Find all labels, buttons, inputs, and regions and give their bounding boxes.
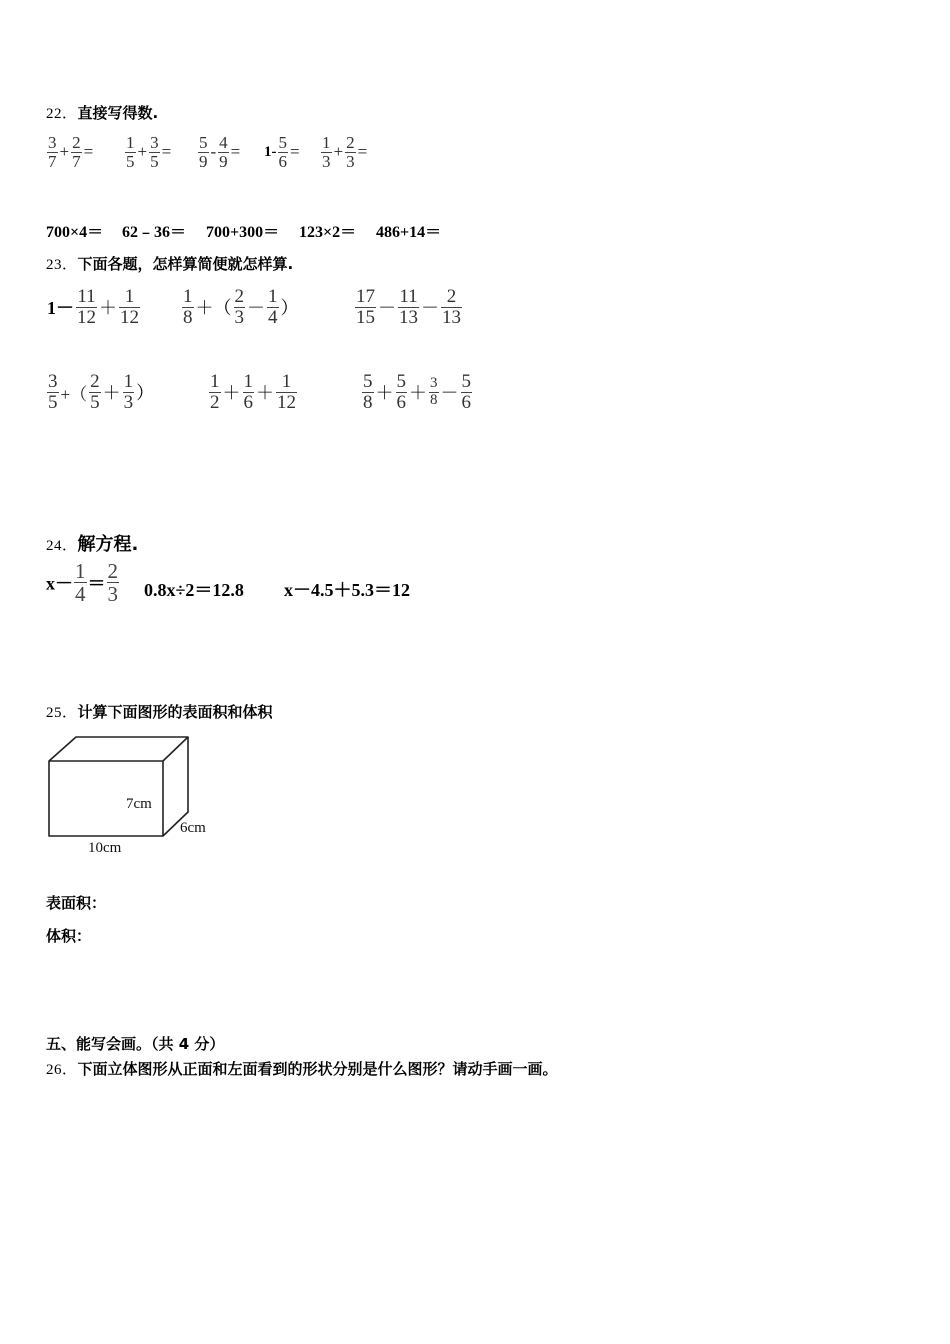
equals-sign: = — [230, 142, 241, 162]
calc-item: 700×4＝ — [46, 224, 104, 241]
operator: ＋ — [375, 383, 394, 405]
fraction: $\frac{3}{8}$ — [430, 375, 438, 408]
height-label: 7cm — [126, 796, 152, 812]
fraction: $\frac{3}{5}$ — [150, 133, 159, 171]
equals-sign: = — [161, 142, 172, 162]
q23-number: 23． — [46, 257, 78, 273]
fraction: $\frac{5}{8}$ — [363, 371, 373, 413]
q24-title: 解方程. — [77, 534, 139, 555]
q22-item-3 — [197, 134, 241, 171]
q26-heading — [46, 1058, 558, 1079]
fraction: $\frac{1}{12}$ — [120, 286, 139, 328]
q22-item-2 — [124, 134, 172, 171]
q22-number: 22． — [46, 106, 78, 122]
operator: ＋ — [222, 383, 241, 405]
q23-expr-2 — [181, 287, 300, 328]
close-paren: ） — [280, 298, 299, 320]
equation-3: x－4.5＋5.3＝12 — [284, 580, 410, 600]
q22-item-4 — [264, 134, 301, 171]
q23-expr-6 — [361, 372, 473, 413]
equals-sign: = — [357, 142, 368, 162]
fraction: $\frac{5}{9}$ — [199, 133, 208, 171]
fraction: $\frac{1}{8}$ — [183, 286, 193, 328]
q24-heading — [46, 530, 138, 556]
operator: ＋（ — [195, 298, 232, 320]
fraction: $\frac{11}{13}$ — [399, 286, 418, 328]
q23-expr-5 — [208, 372, 298, 413]
lead-number: 1－ — [47, 298, 74, 319]
q24-number: 24． — [46, 538, 78, 554]
cuboid-figure — [40, 730, 230, 862]
calc-item: 700+300＝ — [206, 224, 280, 241]
operator: ＋ — [102, 383, 121, 405]
fraction: $\frac{1}{6}$ — [243, 371, 253, 413]
fraction: $\frac{4}{9}$ — [219, 133, 228, 171]
fraction: $\frac{2}{3}$ — [234, 286, 244, 328]
fraction: $\frac{17}{15}$ — [356, 286, 375, 328]
q22-calc-row — [46, 219, 486, 241]
fraction: $\frac{3}{5}$ — [48, 371, 58, 413]
q26-title: 下面立体图形从正面和左面看到的形状分别是什么图形？请动手画一画。 — [77, 1060, 558, 1078]
equals-sign: = — [83, 142, 94, 162]
q22-item-1 — [46, 134, 94, 171]
operator: ＋ — [409, 383, 427, 405]
operator: + — [333, 142, 344, 162]
equals-sign: = — [290, 142, 300, 162]
surface-area-label: 表面积： — [46, 894, 107, 912]
fraction: $\frac{2}{3}$ — [107, 559, 118, 607]
q25-heading — [46, 701, 273, 722]
calc-item: 62﹣36＝ — [122, 224, 187, 241]
q22-item-5 — [320, 134, 368, 171]
fraction: $\frac{1}{3}$ — [322, 133, 331, 171]
operator: +（ — [60, 384, 88, 404]
fraction: $\frac{1}{3}$ — [123, 371, 134, 413]
fraction: $\frac{2}{7}$ — [72, 133, 81, 171]
length-label: 10cm — [88, 840, 122, 856]
q25-number: 25． — [46, 705, 78, 721]
operator: ＋ — [99, 298, 117, 320]
fraction: $\frac{1}{5}$ — [126, 133, 135, 171]
depth-label: 6cm — [180, 820, 206, 836]
calc-item: 123×2＝ — [299, 224, 357, 241]
fraction: $\frac{1}{12}$ — [277, 371, 296, 413]
calc-item: 486+14＝ — [376, 224, 442, 241]
q23-expr-3 — [354, 287, 463, 328]
cuboid-top-face — [49, 737, 188, 761]
q22-heading — [46, 102, 158, 123]
operator: + — [59, 142, 70, 162]
fraction: $\frac{5}{6}$ — [396, 371, 406, 413]
operator: － — [247, 298, 265, 320]
fraction: $\frac{5}{6}$ — [278, 133, 287, 171]
equation-2: 0.8x÷2＝12.8 — [144, 580, 244, 600]
equals-sign: ＝ — [87, 573, 106, 594]
operator: － — [440, 383, 459, 405]
fraction: $\frac{1}{2}$ — [210, 371, 220, 413]
lead-number: 1- — [264, 143, 277, 160]
q22-title: 直接写得数. — [77, 104, 159, 122]
q26-number: 26． — [46, 1062, 78, 1078]
fraction: $\frac{1}{4}$ — [75, 559, 86, 607]
q23-expr-1 — [46, 287, 141, 328]
fraction: $\frac{1}{4}$ — [268, 286, 278, 328]
section-5-heading: 五、能写会画。（共 4 分） — [46, 1035, 225, 1053]
fraction: $\frac{11}{12}$ — [77, 286, 96, 328]
volume-label: 体积： — [46, 927, 92, 945]
fraction: $\frac{3}{7}$ — [48, 133, 57, 171]
fraction: $\frac{2}{13}$ — [442, 286, 461, 328]
fraction: $\frac{5}{6}$ — [461, 371, 471, 413]
q23-expr-4 — [46, 372, 155, 413]
equation-1 — [46, 560, 120, 605]
equation-lead: x－ — [46, 573, 73, 594]
operator: － — [378, 298, 396, 320]
operator: + — [137, 142, 148, 162]
q25-title: 计算下面图形的表面积和体积 — [77, 703, 273, 721]
close-paren: ） — [136, 383, 155, 405]
operator: ＋ — [256, 383, 274, 405]
fraction: $\frac{2}{3}$ — [346, 133, 355, 171]
q23-title: 下面各题，怎样算简便就怎样算. — [77, 255, 294, 273]
q23-heading — [46, 253, 293, 274]
q24-equations — [46, 560, 466, 610]
operator: - — [210, 142, 217, 162]
operator: － — [421, 298, 439, 320]
fraction: $\frac{2}{5}$ — [90, 371, 100, 413]
q22-fraction-row — [46, 134, 466, 184]
